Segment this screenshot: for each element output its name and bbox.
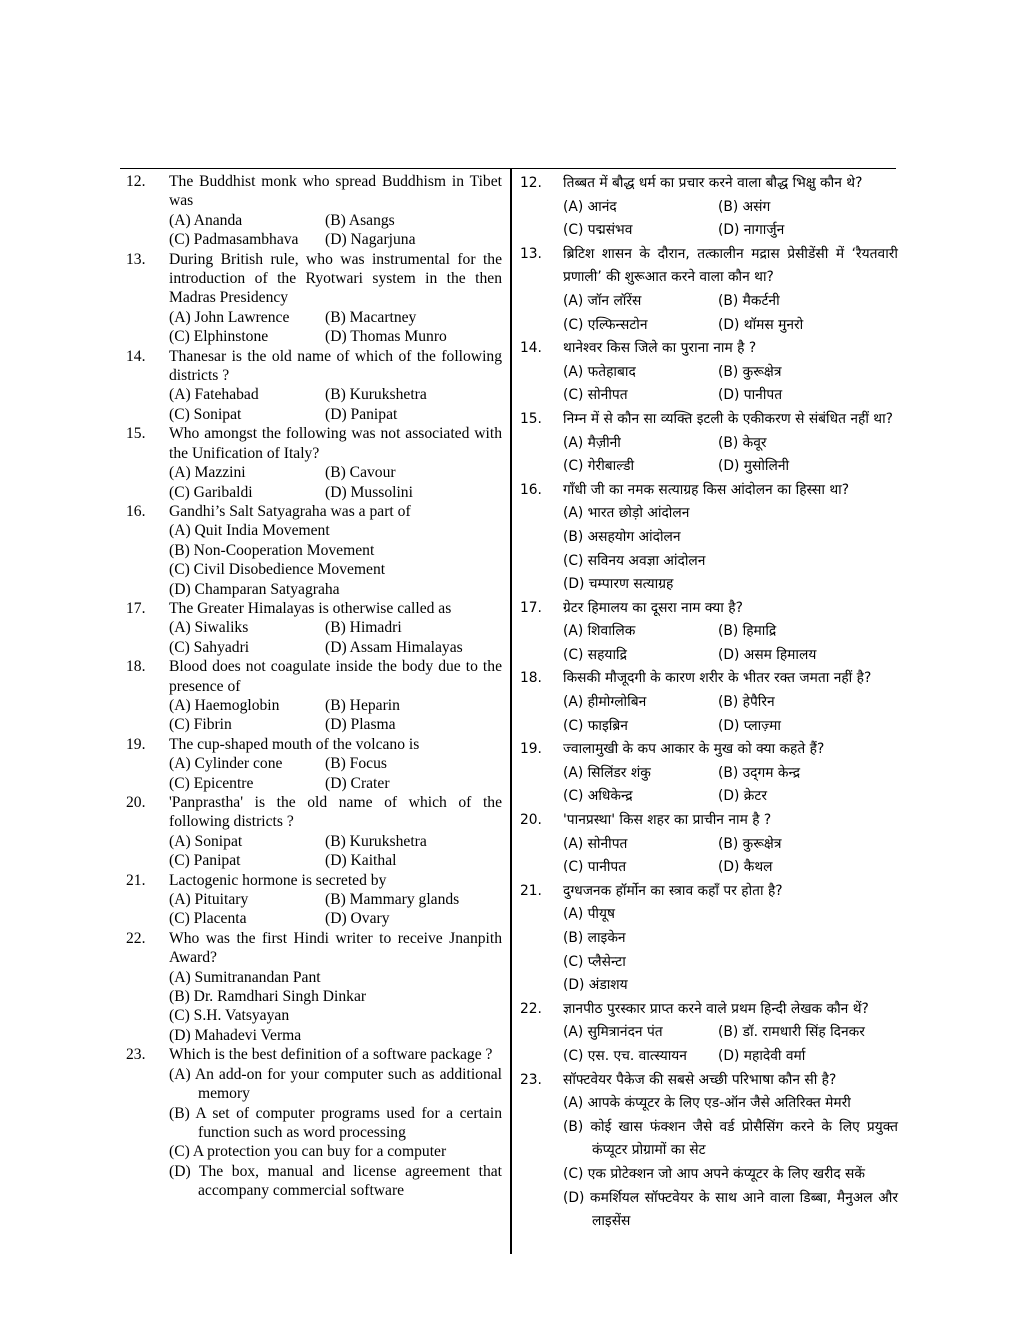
question-number: 12. [126,173,146,190]
question-number: 21. [126,871,146,889]
option-b: (B) मैकर्टनी [718,292,780,309]
options [169,618,502,657]
options [563,290,898,337]
option-b: (B) लाइकेन [563,930,626,946]
options [169,890,502,929]
question-number: 13. [126,250,146,268]
question-stem: During British rule, who was instrumental for the introduction of the Ryotwari system in the then Madras Presidency [169,250,502,307]
hindi-column [520,172,898,1234]
option-b: (B) A set of computer programs used for a certain function such as word processing [169,1104,502,1141]
option-b: (B) डॉ. रामधारी सिंह दिनकर [718,1024,865,1041]
hi-question-16 [520,479,898,597]
options [169,211,502,250]
option-c: (C) पद्मसंभव [563,222,633,239]
option-a: (A) Sumitranandan Pant [169,968,321,986]
question-stem: ज्वालामुखी के कप आकार के मुख को क्या कहते हैं? [563,741,825,758]
question-number: 19. [126,735,146,753]
option-c: (C) फाइब्रिन [563,717,628,734]
option-a: (A) पीयूष [563,906,615,923]
options [563,432,898,479]
hi-question-21 [520,880,898,998]
option-b: (B) असहयोग आंदोलन [563,528,681,545]
question-stem: 'पानप्रस्था' किस शहर का प्राचीन नाम है ? [563,812,772,829]
question-number: 12. [520,175,542,191]
option-a: (A) आनंद [563,198,617,215]
en-question-19 [126,735,502,793]
english-column [126,172,502,1201]
question-number: 16. [520,481,542,498]
en-question-16 [126,502,502,599]
hi-question-12 [520,172,898,243]
option-a: (A) सोनीपत [563,835,628,852]
option-c: (C) Civil Disobedience Movement [169,561,386,579]
option-a: (A) Ananda [169,211,243,229]
option-c: (C) पानीपत [563,859,627,876]
question-stem: तिब्बत में बौद्ध धर्म का प्रचार करने वाला बौद्ध भिक्षु कौन थे? [563,175,863,191]
option-d: (D) प्लाज़्मा [718,717,781,734]
option-a: (A) जॉन लॉरेंस [563,292,642,309]
option-a: (A) Pituitary [169,891,249,909]
question-number: 20. [126,794,146,811]
question-number: 23. [520,1071,542,1088]
options [169,1065,502,1201]
option-d: (D) पानीपत [718,387,783,404]
option-b: (B) कुरूक्षेत्र [718,835,782,852]
option-a: (A) Quit India Movement [169,522,330,540]
question-stem: निम्न में से कौन सा व्यक्ति इटली के एकीकरण से संबंधित नहीं था? [563,410,894,427]
question-number: 20. [520,812,542,829]
option-b: (B) Heparin [325,696,400,714]
option-b: (B) हेपैरिन [718,694,775,711]
option-d: (D) कमर्शियल सॉफ्टवेयर के साथ आने वाला डिब्बा, मैनुअल और लाइसेंस [563,1189,898,1230]
en-question-18 [126,657,502,735]
options [169,463,502,502]
options [169,968,502,1046]
option-a: (A) सिलिंडर शंकु [563,764,651,781]
option-b: (B) Asangs [325,211,395,229]
option-a: (A) फतेहाबाद [563,363,636,380]
hi-question-13 [520,243,898,337]
options [563,1021,898,1068]
question-number: 17. [520,599,542,616]
option-c: (C) S.H. Vatsyayan [169,1007,290,1025]
option-d: (D) Panipat [325,405,398,423]
hi-question-14 [520,337,898,408]
options [563,620,898,667]
options [563,502,898,596]
en-question-15 [126,424,502,502]
option-b: (B) उद्‌गम केन्द्र [718,764,801,781]
option-d: (D) Thomas Munro [325,328,447,346]
option-b: (B) केवूर [718,434,767,451]
option-d: (D) थॉमस मुनरो [718,316,804,333]
options [169,832,502,871]
option-c: (C) एक प्रोटेक्शन जो आप अपने कंप्यूटर के लिए खरीद सकें [563,1165,865,1182]
option-c: (C) Fibrin [169,716,232,734]
options [169,521,502,599]
options [563,903,898,997]
question-stem: The Buddhist monk who spread Buddhism in Tibet was [169,173,502,210]
question-stem: Who was the first Hindi writer to receive Jnanpith Award? [169,929,502,967]
option-a: (A) Siwaliks [169,619,249,637]
option-d: (D) मुसोलिनी [718,458,790,475]
question-stem: The cup-shaped mouth of the volcano is [169,735,420,753]
option-a: (A) An add-on for your computer such as additional memory [169,1065,502,1103]
option-c: (C) गेरीबाल्डी [563,458,635,475]
option-b: (B) Non-Cooperation Movement [169,541,375,559]
option-b: (B) Kurukshetra [325,832,427,850]
options [563,361,898,408]
option-c: (C) Panipat [169,852,241,870]
hi-question-15 [520,408,898,479]
question-number: 23. [126,1046,146,1064]
option-d: (D) Mahadevi Verma [169,1026,302,1044]
question-stem: दुग्धजनक हॉर्मोन का स्त्राव कहाँ पर होता है? [563,882,783,899]
option-a: (A) Mazzini [169,464,246,482]
option-d: (D) चम्पारण सत्याग्रह [563,576,674,593]
en-question-20 [126,793,502,871]
question-number: 22. [520,1000,542,1017]
options [169,385,502,424]
option-b: (B) कुरूक्षेत्र [718,363,782,380]
option-a: (A) सुमित्रानंदन पंत [563,1024,663,1041]
option-a: (A) हीमोग्लोबिन [563,694,647,711]
option-b: (B) Macartney [325,308,417,326]
option-a: (A) Cylinder cone [169,755,283,773]
option-a: (A) भारत छोड़ो आंदोलन [563,505,690,522]
option-c: (C) A protection you can buy for a computer [169,1143,447,1161]
option-a: (A) मैज़ीनी [563,434,621,451]
option-b: (B) Dr. Ramdhari Singh Dinkar [169,988,367,1006]
question-number: 21. [520,882,542,899]
en-question-13 [126,250,502,347]
hi-question-17 [520,597,898,668]
hi-question-20 [520,809,898,880]
option-d: (D) The box, manual and license agreement that accompany commercial software [169,1162,502,1200]
option-c: (C) Garibaldi [169,483,253,501]
options [563,762,898,809]
option-d: (D) असम हिमालय [718,646,817,663]
option-a: (A) Fatehabad [169,386,259,404]
option-c: (C) सोनीपत [563,387,628,404]
question-stem: Which is the best definition of a software package ? [169,1046,493,1064]
option-d: (D) महादेवी वर्मा [718,1047,806,1064]
options [169,308,502,347]
option-c: (C) अधिकेन्द्र [563,788,633,805]
option-b: (B) असंग [718,198,771,215]
option-c: (C) सहयाद्रि [563,646,627,663]
question-number: 22. [126,929,146,947]
option-d: (D) Kaithal [325,852,397,870]
hi-question-22 [520,998,898,1069]
option-c: (C) Epicentre [169,774,254,792]
option-c: (C) Elphinstone [169,328,269,346]
options [563,1092,898,1234]
option-c: (C) Padmasambhava [169,231,299,249]
en-question-17 [126,599,502,657]
question-number: 19. [520,741,542,758]
option-b: (B) Focus [325,755,387,773]
option-c: (C) एल्फिन्सटोन [563,316,648,333]
option-c: (C) प्लैसेन्टा [563,953,626,970]
question-number: 18. [126,658,146,676]
option-c: (C) Sonipat [169,405,242,423]
question-stem: ज्ञानपीठ पुरस्कार प्राप्त करने वाले प्रथम हिन्दी लेखक कौन थें? [563,1000,869,1017]
option-a: (A) Haemoglobin [169,696,280,714]
question-stem: Blood does not coagulate inside the body due to the presence of [169,658,502,695]
option-a: (A) शिवालिक [563,623,636,640]
option-a: (A) आपके कंप्यूटर के लिए एड-ऑन जैसे अतिरिक्त मेमरी [563,1095,851,1112]
option-d: (D) Mussolini [325,483,413,501]
option-d: (D) कैथल [718,859,773,876]
option-d: (D) Champaran Satyagraha [169,580,340,598]
option-b: (B) Kurukshetra [325,386,427,404]
option-d: (D) अंडाशय [563,977,628,994]
question-stem: 'Panprastha' is the old name of which of the following districts ? [169,794,502,831]
options [563,691,898,738]
en-question-14 [126,347,502,425]
option-a: (A) Sonipat [169,832,243,850]
en-question-21 [126,871,502,929]
option-d: (D) नागार्जुन [718,222,785,239]
question-stem: थानेश्वर किस जिले का पुराना नाम है ? [563,340,757,357]
question-stem: किसकी मौजूदगी के कारण शरीर के भीतर रक्त जमता नहीं है? [563,670,872,687]
question-stem: सॉफ्टवेयर पैकेज की सबसे अच्छी परिभाषा कौन सी है? [563,1071,837,1088]
hi-question-18 [520,667,898,738]
option-d: (D) Plasma [325,716,396,734]
option-b: (B) कोई खास फंक्शन जैसे वर्ड प्रोसैसिंग करने के लिए प्रयुक्त कंप्यूटर प्रोग्रामों का सेट [563,1118,898,1159]
option-b: (B) Cavour [325,464,396,482]
options [563,833,898,880]
top-rule [120,168,896,169]
hi-question-23 [520,1069,898,1234]
option-c: (C) Sahyadri [169,638,250,656]
question-number: 18. [520,670,542,687]
question-stem: ग्रेटर हिमालय का दूसरा नाम क्या है? [563,599,743,616]
option-c: (C) सविनय अवज्ञा आंदोलन [563,552,706,569]
option-b: (B) Mammary glands [325,891,460,909]
en-question-22 [126,929,502,1045]
option-d: (D) Ovary [325,910,390,928]
option-a: (A) John Lawrence [169,308,290,326]
question-number: 16. [126,502,146,520]
option-c: (C) एस. एच. वात्स्यायन [563,1047,687,1064]
question-number: 17. [126,599,146,617]
options [169,696,502,735]
question-stem: Who amongst the following was not associated with the Unification of Italy? [169,425,502,462]
en-question-12 [126,172,502,250]
question-stem: The Greater Himalayas is otherwise called as [169,599,452,617]
option-d: (D) Nagarjuna [325,231,416,249]
question-number: 14. [126,347,146,365]
option-d: (D) Crater [325,774,390,792]
en-question-23 [126,1045,502,1200]
option-b: (B) हिमाद्रि [718,623,777,640]
option-b: (B) Himadri [325,619,402,637]
question-stem: Gandhi’s Salt Satyagraha was a part of [169,502,411,520]
question-stem: Thanesar is the old name of which of the following districts ? [169,347,502,385]
question-stem: गाँधी जी का नमक सत्याग्रह किस आंदोलन का हिस्सा था? [563,481,850,498]
question-stem: ब्रिटिश शासन के दौरान, तत्कालीन मद्रास प्रेसीडेंसी में ‘रैयतवारी प्रणाली’ की शुरूआत करने वाला कौन था? [563,245,898,286]
column-divider [510,168,512,1254]
options [563,196,898,243]
question-number: 15. [126,425,146,443]
option-d: (D) Assam Himalayas [325,638,463,656]
question-number: 13. [520,245,542,262]
question-stem: Lactogenic hormone is secreted by [169,871,387,889]
options [169,754,502,793]
option-c: (C) Placenta [169,910,247,928]
hi-question-19 [520,738,898,809]
question-number: 15. [520,410,542,427]
question-number: 14. [520,340,542,357]
option-d: (D) क्रेटर [718,788,767,805]
